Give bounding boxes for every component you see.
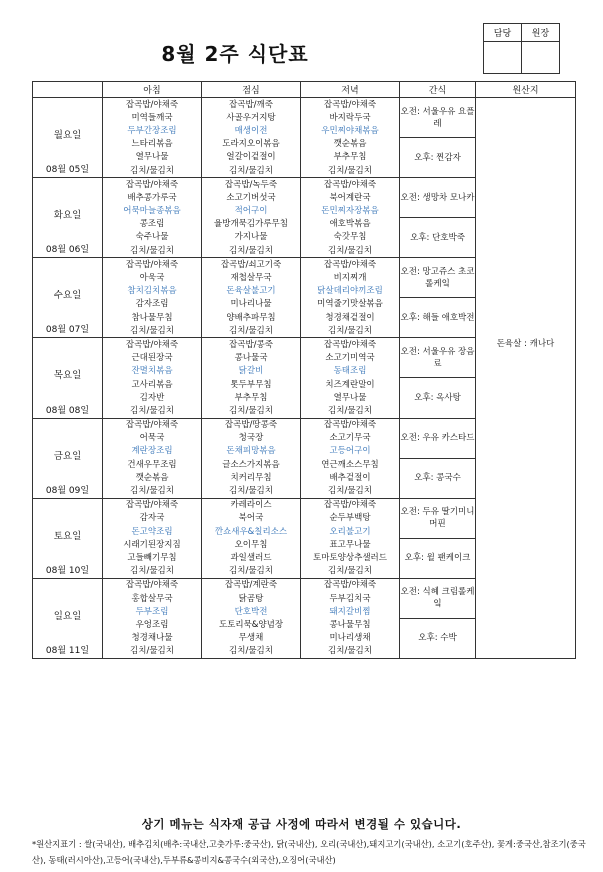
lunch-dish: 김치/물김치 bbox=[202, 645, 301, 659]
snack-morning: 오전: 서울우유 장음료 bbox=[400, 338, 476, 378]
lunch-dish: 양배추파무침 bbox=[202, 311, 301, 324]
dinner-dish: 잡곡밥/야채죽 bbox=[301, 98, 400, 112]
dinner-dish: 잡곡밥/야채죽 bbox=[301, 578, 400, 592]
breakfast-dish: 두부간장조림 bbox=[103, 124, 202, 137]
dinner-dish: 동태조림 bbox=[301, 365, 400, 378]
breakfast-dish: 어묵국 bbox=[103, 432, 202, 445]
breakfast-dish: 배추콩가루국 bbox=[103, 191, 202, 204]
lunch-dish: 얼갈이겉절이 bbox=[202, 151, 301, 164]
breakfast-dish: 숙주나물 bbox=[103, 231, 202, 244]
dinner-dish: 숙갓무침 bbox=[301, 231, 400, 244]
lunch-dish: 닭갈비 bbox=[202, 365, 301, 378]
dinner-dish: 연근깨소스무침 bbox=[301, 458, 400, 471]
dinner-dish: 돈민찌자장볶음 bbox=[301, 205, 400, 218]
lunch-dish: 잡곡밥/콩죽 bbox=[202, 338, 301, 352]
lunch-dish: 잡곡밥/녹두죽 bbox=[202, 178, 301, 192]
day-cell bbox=[33, 258, 103, 338]
header-dinner: 저녁 bbox=[301, 82, 400, 98]
dinner-dish: 김치/물김치 bbox=[301, 164, 400, 178]
lunch-dish: 율방개묵김가루무침 bbox=[202, 218, 301, 231]
breakfast-dish: 홍합살무국 bbox=[103, 592, 202, 605]
day-name: 화요일 bbox=[53, 210, 82, 222]
breakfast-dish: 김치/물김치 bbox=[103, 565, 202, 579]
dinner-dish: 닭살데리야끼조림 bbox=[301, 285, 400, 298]
breakfast-dish: 미역들깨국 bbox=[103, 111, 202, 124]
breakfast-dish: 고사리볶음 bbox=[103, 378, 202, 391]
snack-afternoon: 오후: 단호박죽 bbox=[400, 218, 476, 258]
breakfast-dish: 느타리볶음 bbox=[103, 138, 202, 151]
lunch-dish: 글소스가지볶음 bbox=[202, 458, 301, 471]
breakfast-dish: 김치/물김치 bbox=[103, 244, 202, 258]
breakfast-dish: 돈고약조림 bbox=[103, 525, 202, 538]
dinner-dish: 고등어구이 bbox=[301, 445, 400, 458]
dinner-dish: 김치/물김치 bbox=[301, 484, 400, 498]
breakfast-dish: 감자조림 bbox=[103, 298, 202, 311]
lunch-dish: 가지나물 bbox=[202, 231, 301, 244]
lunch-dish: 콩나물국 bbox=[202, 352, 301, 365]
day-date: 08월 05일 bbox=[45, 165, 90, 176]
dinner-dish: 김치/물김치 bbox=[301, 324, 400, 338]
day-date: 08월 07일 bbox=[45, 325, 90, 336]
day-name: 수요일 bbox=[53, 290, 82, 302]
lunch-dish: 김치/물김치 bbox=[202, 244, 301, 258]
dinner-dish: 두부김치국 bbox=[301, 592, 400, 605]
day-cell bbox=[33, 418, 103, 498]
breakfast-dish: 잡곡밥/야채죽 bbox=[103, 338, 202, 352]
dinner-dish: 잡곡밥/야채죽 bbox=[301, 418, 400, 432]
dinner-dish: 우민찌야채볶음 bbox=[301, 124, 400, 137]
dinner-dish: 김치/물김치 bbox=[301, 244, 400, 258]
lunch-dish: 도토리묵&양념장 bbox=[202, 618, 301, 631]
dinner-dish: 잡곡밥/야채죽 bbox=[301, 338, 400, 352]
approval-box bbox=[483, 23, 560, 74]
breakfast-dish: 김치/물김치 bbox=[103, 484, 202, 498]
dinner-dish: 청경채겉절이 bbox=[301, 311, 400, 324]
day-name: 토요일 bbox=[53, 530, 82, 542]
snack-morning: 오전: 우유 카스타드 bbox=[400, 418, 476, 458]
breakfast-dish: 김치/물김치 bbox=[103, 164, 202, 178]
dinner-dish: 소고기무국 bbox=[301, 432, 400, 445]
lunch-dish: 카레라이스 bbox=[202, 498, 301, 512]
day-date: 08월 10일 bbox=[45, 565, 90, 576]
day-date: 08월 09일 bbox=[45, 485, 90, 496]
lunch-dish: 과일샐러드 bbox=[202, 551, 301, 564]
lunch-dish: 미나리나물 bbox=[202, 298, 301, 311]
breakfast-dish: 시래기된장지짐 bbox=[103, 538, 202, 551]
lunch-dish: 잡곡밥/계란죽 bbox=[202, 578, 301, 592]
day-name: 일요일 bbox=[53, 610, 82, 622]
day-cell bbox=[33, 498, 103, 578]
breakfast-dish: 근대된장국 bbox=[103, 352, 202, 365]
lunch-dish: 단호박전 bbox=[202, 605, 301, 618]
meal-table bbox=[32, 81, 576, 659]
approval-label-manager: 담당 bbox=[484, 24, 522, 42]
breakfast-dish: 잡곡밥/야채죽 bbox=[103, 98, 202, 112]
day-cell bbox=[33, 98, 103, 178]
snack-morning: 오전: 망고쥬스 초코롤케잌 bbox=[400, 258, 476, 298]
change-notice: 상기 메뉴는 식자재 공급 사정에 따라서 변경될 수 있습니다. bbox=[141, 817, 462, 831]
snack-afternoon: 오후: 윌 팬케이크 bbox=[400, 538, 476, 578]
lunch-dish: 닭곰탕 bbox=[202, 592, 301, 605]
breakfast-dish: 청경채나물 bbox=[103, 632, 202, 645]
dinner-dish: 잡곡밥/야채죽 bbox=[301, 498, 400, 512]
breakfast-dish: 참나물무침 bbox=[103, 311, 202, 324]
dinner-dish: 잡곡밥/야채죽 bbox=[301, 178, 400, 192]
day-name: 목요일 bbox=[53, 370, 82, 382]
origin-cell-text: 돈육살 : 캐나다 bbox=[496, 339, 555, 349]
lunch-dish: 사골우거지탕 bbox=[202, 111, 301, 124]
lunch-dish: 잡곡밥/땅콩죽 bbox=[202, 418, 301, 432]
dinner-dish: 애호박볶음 bbox=[301, 218, 400, 231]
lunch-dish: 김치/물김치 bbox=[202, 565, 301, 579]
header-lunch: 점심 bbox=[202, 82, 301, 98]
dinner-dish: 김치/물김치 bbox=[301, 645, 400, 659]
breakfast-dish: 열무나물 bbox=[103, 151, 202, 164]
lunch-dish: 김치/물김치 bbox=[202, 164, 301, 178]
snack-afternoon: 오후: 콩국수 bbox=[400, 458, 476, 498]
day-date: 08월 08일 bbox=[45, 405, 90, 416]
dinner-dish: 비지찌개 bbox=[301, 271, 400, 284]
breakfast-dish: 잡곡밥/야채죽 bbox=[103, 498, 202, 512]
dinner-dish: 바지락두국 bbox=[301, 111, 400, 124]
dinner-dish: 토마토양상추샐러드 bbox=[301, 551, 400, 564]
breakfast-dish: 참치김치볶음 bbox=[103, 285, 202, 298]
lunch-dish: 소고기버섯국 bbox=[202, 191, 301, 204]
approval-slot-manager bbox=[484, 42, 522, 74]
page-title: 8월 2주 식단표 bbox=[161, 42, 309, 66]
dinner-dish: 김치/물김치 bbox=[301, 565, 400, 579]
dinner-dish: 깻순볶음 bbox=[301, 138, 400, 151]
snack-morning: 오전: 서울우유 요플레 bbox=[400, 98, 476, 138]
dinner-dish: 치즈계란말이 bbox=[301, 378, 400, 391]
lunch-dish: 청국장 bbox=[202, 432, 301, 445]
day-date: 08월 11일 bbox=[45, 645, 90, 656]
dinner-dish: 순두부백탕 bbox=[301, 512, 400, 525]
snack-afternoon: 오후: 옥사탕 bbox=[400, 378, 476, 418]
snack-morning: 오전: 두유 딸기미니머핀 bbox=[400, 498, 476, 538]
approval-label-director: 원장 bbox=[522, 24, 560, 42]
lunch-dish: 잡곡밥/쇠고기죽 bbox=[202, 258, 301, 272]
snack-morning: 오전: 식혜 크림롤케잌 bbox=[400, 578, 476, 618]
day-cell bbox=[33, 338, 103, 418]
breakfast-dish: 우엉조림 bbox=[103, 618, 202, 631]
snack-afternoon: 오후: 수박 bbox=[400, 618, 476, 658]
dinner-dish: 북어계란국 bbox=[301, 191, 400, 204]
breakfast-dish: 계란장조림 bbox=[103, 445, 202, 458]
dinner-dish: 오리불고기 bbox=[301, 525, 400, 538]
breakfast-dish: 김자반 bbox=[103, 391, 202, 404]
day-name: 금요일 bbox=[53, 450, 82, 462]
lunch-dish: 도라지오이볶음 bbox=[202, 138, 301, 151]
dinner-dish: 열무나물 bbox=[301, 391, 400, 404]
lunch-dish: 재첩살무국 bbox=[202, 271, 301, 284]
breakfast-dish: 김치/물김치 bbox=[103, 404, 202, 418]
approval-slot-director bbox=[522, 42, 560, 74]
day-cell bbox=[33, 578, 103, 658]
header-day bbox=[33, 82, 103, 98]
breakfast-dish: 잡곡밥/야채죽 bbox=[103, 578, 202, 592]
breakfast-dish: 아욱국 bbox=[103, 271, 202, 284]
dinner-dish: 김치/물김치 bbox=[301, 404, 400, 418]
lunch-dish: 오이무침 bbox=[202, 538, 301, 551]
breakfast-dish: 잡곡밥/야채죽 bbox=[103, 418, 202, 432]
lunch-dish: 무생채 bbox=[202, 632, 301, 645]
lunch-dish: 돈채피망볶음 bbox=[202, 445, 301, 458]
lunch-dish: 적어구이 bbox=[202, 205, 301, 218]
lunch-dish: 돈육살불고기 bbox=[202, 285, 301, 298]
lunch-dish: 김치/물김치 bbox=[202, 324, 301, 338]
header-breakfast: 아침 bbox=[103, 82, 202, 98]
lunch-dish: 김치/물김치 bbox=[202, 484, 301, 498]
lunch-dish: 잡곡밥/깨죽 bbox=[202, 98, 301, 112]
origin-note: *원산지표기 : 쌀(국내산), 배추김치(배추:국내산,고춧가루:중국산), 닭(국내산), 오리(국내산),돼지고기(국내산), 소고기(호주산), 꽃게:중국산,참조기(중국산), 동태(러시아산),고등어(국내산),두부류&콩비지&콩국수(외국산),오징어(국내산) bbox=[32, 839, 586, 865]
dinner-dish: 배추겉절이 bbox=[301, 471, 400, 484]
day-cell bbox=[33, 178, 103, 258]
dinner-dish: 콩나물무침 bbox=[301, 618, 400, 631]
breakfast-dish: 잡곡밥/야채죽 bbox=[103, 178, 202, 192]
breakfast-dish: 깻순볶음 bbox=[103, 471, 202, 484]
snack-afternoon: 오후: 해들 애호박전 bbox=[400, 298, 476, 338]
table-row bbox=[33, 98, 576, 112]
breakfast-dish: 고들빼기무침 bbox=[103, 551, 202, 564]
lunch-dish: 매생이전 bbox=[202, 124, 301, 137]
breakfast-dish: 김치/물김치 bbox=[103, 645, 202, 659]
day-name: 월요일 bbox=[53, 130, 82, 141]
breakfast-dish: 콩조림 bbox=[103, 218, 202, 231]
lunch-dish: 톳두부무침 bbox=[202, 378, 301, 391]
breakfast-dish: 두부조림 bbox=[103, 605, 202, 618]
day-date: 08월 06일 bbox=[45, 245, 90, 256]
dinner-dish: 미역줄기맛살볶음 bbox=[301, 298, 400, 311]
breakfast-dish: 건새우무조림 bbox=[103, 458, 202, 471]
snack-afternoon: 오후: 찐감자 bbox=[400, 138, 476, 178]
lunch-dish: 북어국 bbox=[202, 512, 301, 525]
header-origin: 원산지 bbox=[476, 82, 576, 98]
header-snack: 간식 bbox=[400, 82, 476, 98]
breakfast-dish: 잔멸치볶음 bbox=[103, 365, 202, 378]
origin-column bbox=[476, 98, 576, 659]
snack-morning: 오전: 생망차 모나카 bbox=[400, 178, 476, 218]
breakfast-dish: 잡곡밥/야채죽 bbox=[103, 258, 202, 272]
dinner-dish: 소고기미역국 bbox=[301, 352, 400, 365]
lunch-dish: 치커리무침 bbox=[202, 471, 301, 484]
dinner-dish: 잡곡밥/야채죽 bbox=[301, 258, 400, 272]
breakfast-dish: 어묵마늘종볶음 bbox=[103, 205, 202, 218]
lunch-dish: 김치/물김치 bbox=[202, 404, 301, 418]
dinner-dish: 표고무나물 bbox=[301, 538, 400, 551]
dinner-dish: 미나리생채 bbox=[301, 632, 400, 645]
lunch-dish: 깐쇼새우&칠리소스 bbox=[202, 525, 301, 538]
dinner-dish: 부추무침 bbox=[301, 151, 400, 164]
breakfast-dish: 감자국 bbox=[103, 512, 202, 525]
breakfast-dish: 김치/물김치 bbox=[103, 324, 202, 338]
lunch-dish: 부추무침 bbox=[202, 391, 301, 404]
dinner-dish: 돼지갈비찜 bbox=[301, 605, 400, 618]
